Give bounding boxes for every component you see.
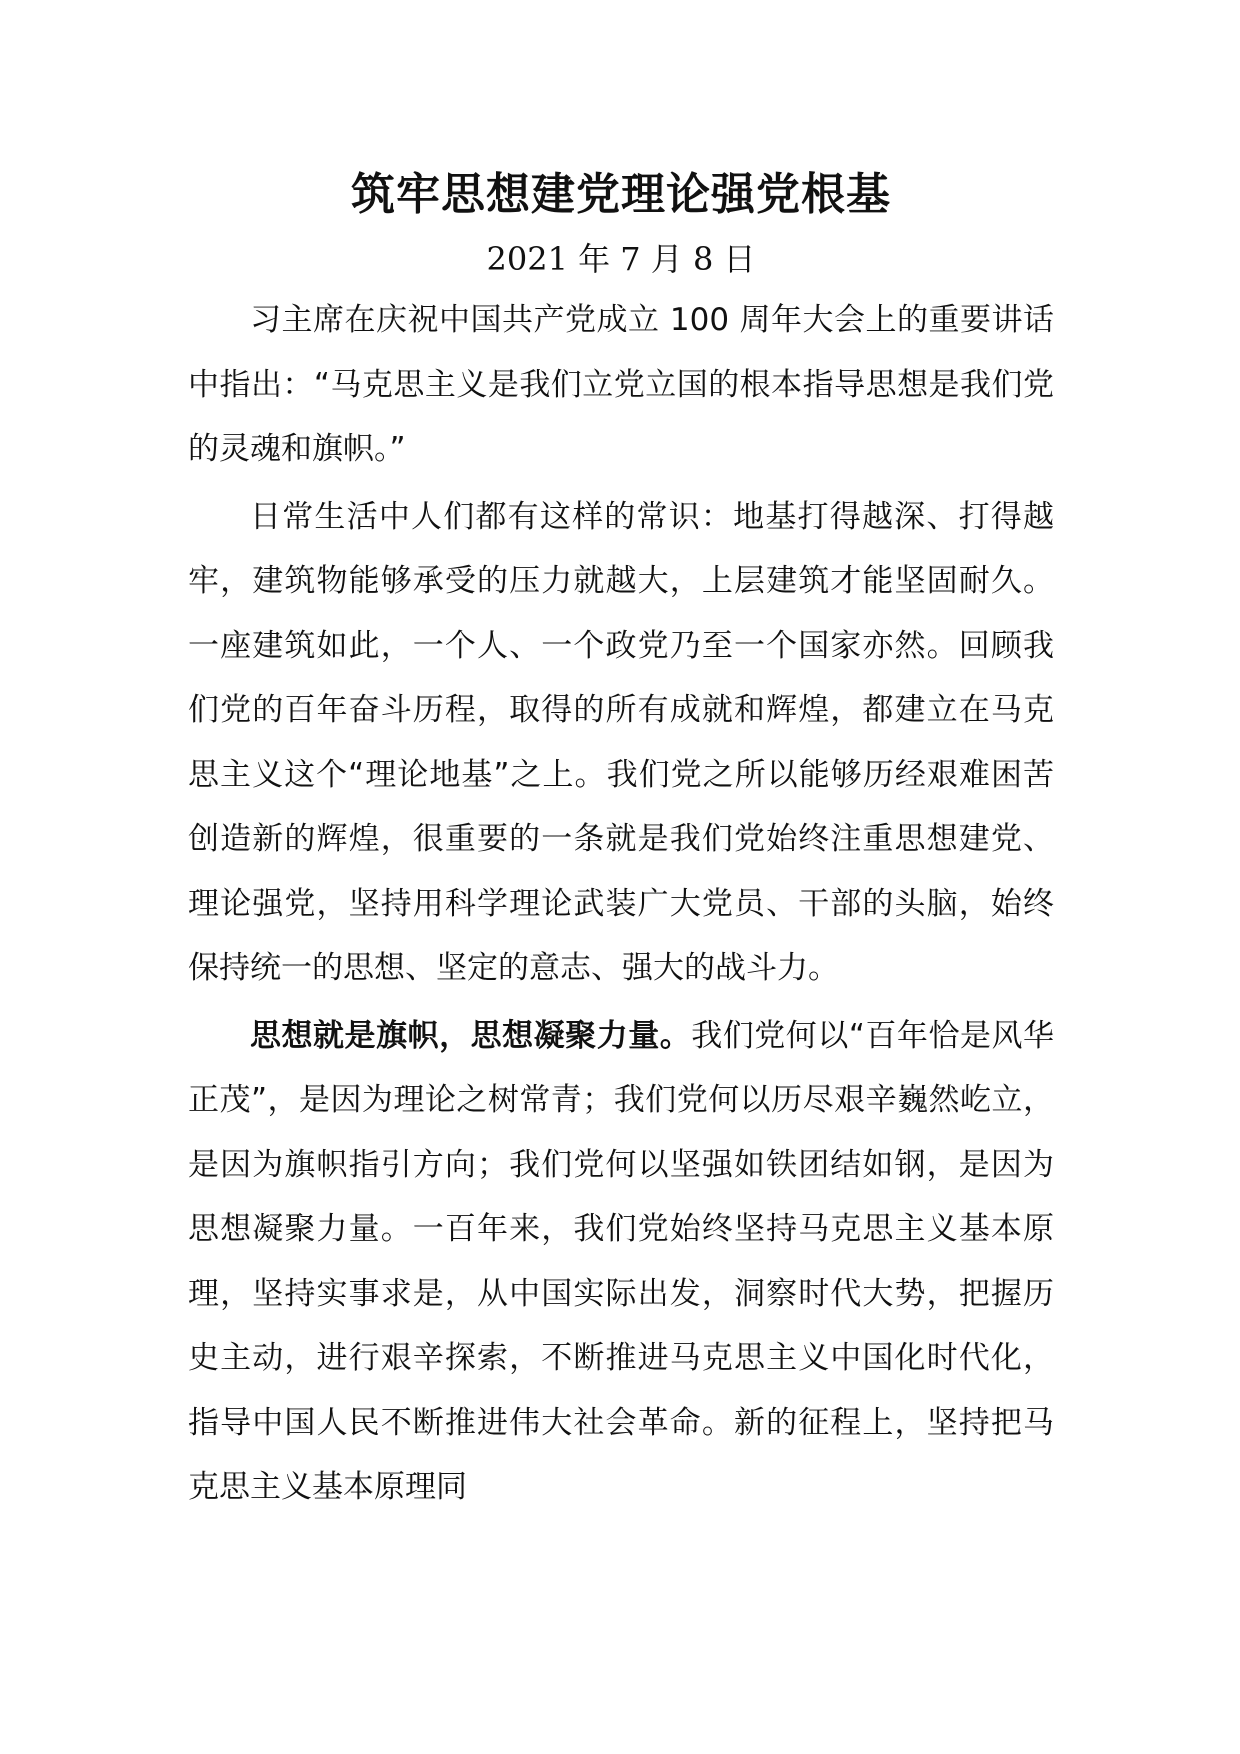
paragraph-text: 日常生活中人们都有这样的常识：地基打得越深、打得越牢，建筑物能够承受的压力就越大，上层建筑才能坚固耐久。一座建筑如此，一个人、一个政党乃至一个国家亦然。回顾我们党的百年奋斗历程，取得的所有成就和辉煌，都建立在马克思主义这个“理论地基”之上。我们党之所以能够历经艰难困苦创造新的辉煌，很重要的一条就是我们党始终注重思想建党、理论强党，坚持用科学理论武装广大党员、干部的头脑，始终保持统一的思想、坚定的意志、强大的战斗力。 <box>188 498 1054 986</box>
paragraph-3 <box>188 1004 1054 1520</box>
document-title: 筑牢思想建党理论强党根基 <box>351 169 891 220</box>
document-body <box>188 160 1054 1523</box>
paragraph-lead: 思想就是旗帜，思想凝聚力量。 <box>250 1017 692 1054</box>
document-date: 2021 年 7 月 8 日 <box>486 240 756 278</box>
paragraph-text: 习主席在庆祝中国共产党成立 100 周年大会上的重要讲话中指出：“马克思主义是我们立党立国的根本指导思想是我们党的灵魂和旗帜。” <box>188 302 1054 467</box>
paragraph-2 <box>188 485 1054 1001</box>
paragraph-1 <box>188 288 1054 482</box>
paragraph-text: 我们党何以“百年恰是风华正茂”，是因为理论之树常青；我们党何以历尽艰辛巍然屹立，是因为旗帜指引方向；我们党何以坚强如铁团结如钢，是因为思想凝聚力量。一百年来，我们党始终坚持马克思主义基本原理，坚持实事求是，从中国实际出发，洞察时代大势，把握历史主动，进行艰辛探索，不断推进马克思主义中国化时代化，指导中国人民不断推进伟大社会革命。新的征程上，坚持把马克思主义基本原理同 <box>188 1017 1055 1505</box>
